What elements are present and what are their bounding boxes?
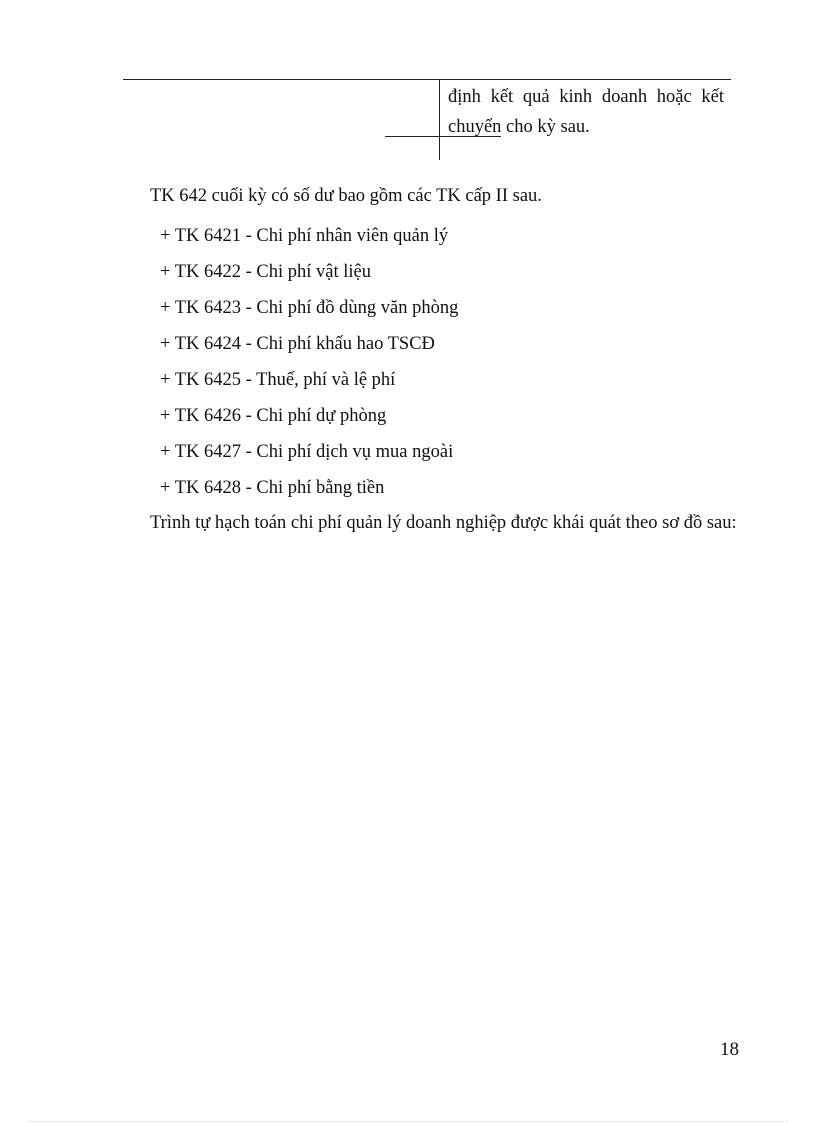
table-cell-line-1 xyxy=(448,82,724,112)
list-item: + TK 6423 - Chi phí đồ dùng văn phòng xyxy=(160,298,459,318)
conclusion-paragraph: Trình tự hạch toán chi phí quản lý doanh nghiệp được khái quát theo sơ đồ sau: xyxy=(150,513,737,533)
page-bottom-edge xyxy=(28,1121,788,1122)
list-item: + TK 6422 - Chi phí vật liệu xyxy=(160,262,372,282)
list-item: + TK 6421 - Chi phí nhân viên quản lý xyxy=(160,226,449,246)
table-top-border xyxy=(123,79,731,80)
list-item: + TK 6424 - Chi phí khấu hao TSCĐ xyxy=(160,334,435,354)
word: kết xyxy=(490,87,514,107)
table-cell-credit-text xyxy=(448,82,724,142)
intro-paragraph: TK 642 cuối kỳ có số dư bao gồm các TK cấp II sau. xyxy=(150,186,542,206)
table-cell-line-2: chuyển cho kỳ sau. xyxy=(448,117,590,137)
list-item: + TK 6425 - Thuế, phí và lệ phí xyxy=(160,370,396,390)
word: quả xyxy=(522,87,550,107)
table-column-divider xyxy=(439,79,440,160)
list-item: + TK 6428 - Chi phí bằng tiền xyxy=(160,478,385,498)
account-list xyxy=(160,224,458,512)
word: kinh xyxy=(559,87,593,107)
list-item: + TK 6426 - Chi phí dự phòng xyxy=(160,406,387,426)
word: định xyxy=(448,87,481,107)
page-number: 18 xyxy=(720,1039,739,1060)
list-item: + TK 6427 - Chi phí dịch vụ mua ngoài xyxy=(160,442,454,462)
word: hoặc xyxy=(656,87,692,107)
word: kết xyxy=(701,87,724,107)
word: doanh xyxy=(601,87,648,107)
